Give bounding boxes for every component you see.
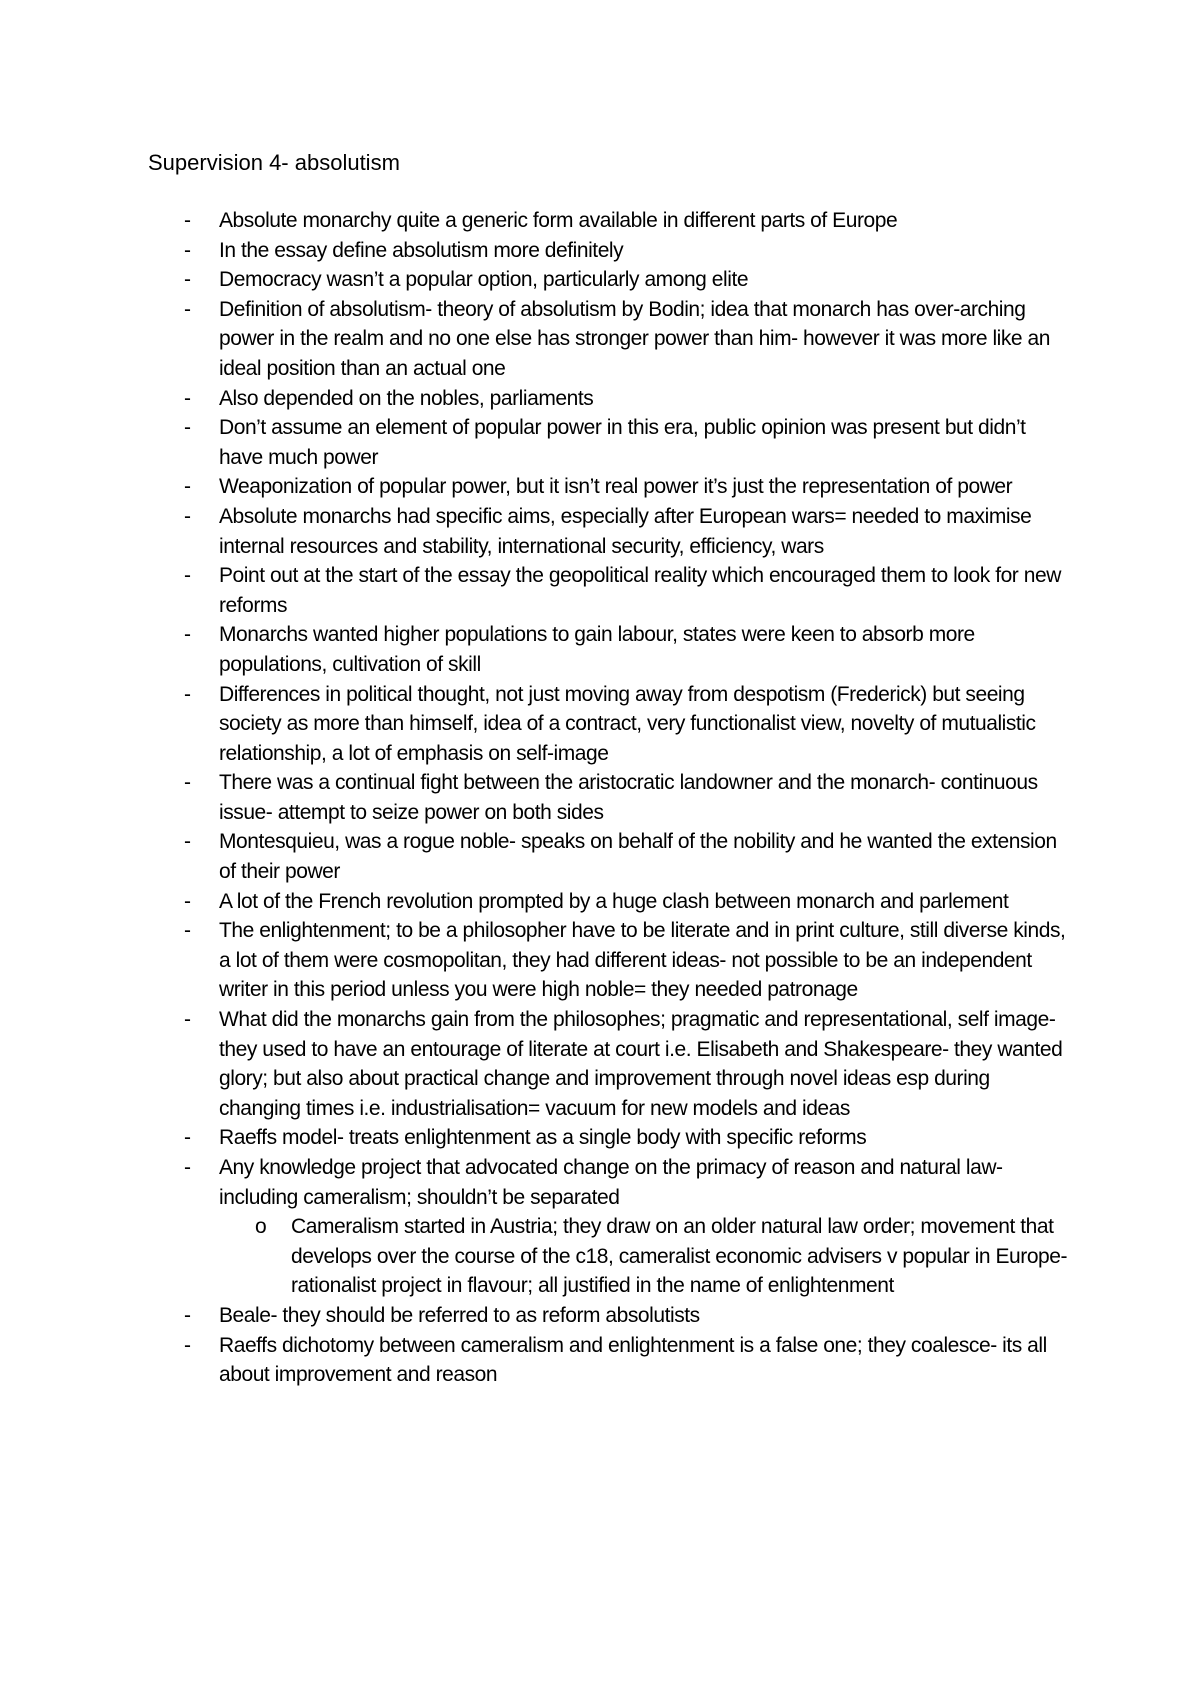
bullet-dash: - bbox=[184, 209, 191, 232]
bullet-dash: - bbox=[184, 919, 191, 943]
list-item-text: What did the monarchs gain from the philosophes; pragmatic and representational, self image- they used to have an entourage of literate at court i.e. Elisabeth and Shakespeare- they wanted glory; but also about practical change and improvement through novel ideas esp during changing times i.e. industrialisation= vacuum for new models and ideas bbox=[219, 1008, 1063, 1120]
bullet-dash: - bbox=[184, 1333, 191, 1357]
list-item-text: Absolute monarchy quite a generic form available in different parts of Europe bbox=[219, 209, 898, 232]
list-item-text: Raeffs dichotomy between cameralism and enlightenment is a false one; they coalesce- its all about improvement and reason bbox=[219, 1333, 1047, 1387]
list-item-text: A lot of the French revolution prompted by a huge clash between monarch and parlement bbox=[219, 889, 1009, 913]
list-item-text: Any knowledge project that advocated change on the primacy of reason and natural law- including cameralism; shouldn’t be separated bbox=[219, 1156, 1003, 1209]
document-title: Supervision 4- absolutism bbox=[148, 150, 400, 175]
bullet-dash: - bbox=[184, 1156, 191, 1179]
sub-list-item bbox=[219, 1212, 1068, 1301]
list-item-text: Raeffs model- treats enlightenment as a single body with specific reforms bbox=[219, 1126, 867, 1150]
bullet-dash: - bbox=[184, 1126, 191, 1150]
list-item bbox=[148, 887, 1068, 917]
list-item bbox=[148, 768, 1068, 827]
list-item-text: There was a continual fight between the aristocratic landowner and the monarch- continuous issue- attempt to seize power on both sides bbox=[219, 771, 1038, 824]
list-item bbox=[148, 827, 1068, 886]
list-item-text: Absolute monarchs had specific aims, especially after European wars= needed to maximise internal resources and stability, international security, efficiency, wars bbox=[219, 504, 1032, 558]
list-item bbox=[148, 620, 1068, 679]
bullet-dash: - bbox=[184, 386, 191, 410]
bullet-dash: - bbox=[184, 682, 191, 706]
list-item bbox=[148, 680, 1068, 769]
list-item bbox=[148, 1005, 1068, 1123]
notes-list bbox=[148, 206, 1068, 1390]
list-item bbox=[148, 502, 1068, 561]
bullet-dash: - bbox=[184, 889, 191, 913]
list-item-text: Definition of absolutism- theory of absolutism by Bodin; idea that monarch has over-arching power in the realm and no one else has stronger power than him- however it was more like an ideal position than an actual one bbox=[219, 297, 1051, 380]
bullet-dash: - bbox=[184, 475, 191, 499]
list-item bbox=[148, 1153, 1068, 1301]
bullet-dash: - bbox=[184, 771, 191, 795]
list-item bbox=[148, 1331, 1068, 1390]
list-item bbox=[148, 265, 1068, 295]
bullet-dash: - bbox=[184, 504, 191, 528]
bullet-dash: - bbox=[184, 564, 191, 588]
bullet-dash: - bbox=[184, 268, 191, 292]
list-item-text: Also depended on the nobles, parliaments bbox=[219, 386, 594, 410]
list-item-text: The enlightenment; to be a philosopher have to be literate and in print culture, still diverse kinds, a lot of them were cosmopolitan, they had different ideas- not possible to be an independent writer in this period unless you were high noble= they needed patronage bbox=[219, 919, 1066, 1002]
list-item bbox=[148, 561, 1068, 620]
list-item bbox=[148, 413, 1068, 472]
list-item-text: Differences in political thought, not just moving away from despotism (Frederick) but seeing society as more than himself, idea of a contract, very functionalist view, novelty of mutualistic relationship, a lot of emphasis on self-image bbox=[219, 682, 1036, 765]
bullet-dash: - bbox=[184, 1008, 191, 1032]
list-item bbox=[148, 1123, 1068, 1153]
list-item-text: Beale- they should be referred to as reform absolutists bbox=[219, 1303, 700, 1327]
list-item-text: In the essay define absolutism more definitely bbox=[219, 238, 624, 262]
list-item-text: Monarchs wanted higher populations to gain labour, states were keen to absorb more populations, cultivation of skill bbox=[219, 623, 975, 676]
bullet-dash: - bbox=[184, 238, 191, 262]
sub-list-item-text: Cameralism started in Austria; they draw on an older natural law order; movement that develops over the course of the c18, cameralist economic advisers v popular in Europe- rationalist project in flavour; all justified in the name of enlightenment bbox=[291, 1215, 1068, 1298]
list-item-text: Democracy wasn’t a popular option, particularly among elite bbox=[219, 268, 749, 292]
bullet-dash: - bbox=[184, 1303, 191, 1327]
bullet-circle: o bbox=[255, 1215, 267, 1239]
list-item bbox=[148, 384, 1068, 414]
bullet-dash: - bbox=[184, 830, 191, 854]
list-item bbox=[148, 916, 1068, 1005]
list-item-text: Don’t assume an element of popular power in this era, public opinion was present but didn’t have much power bbox=[219, 416, 1026, 469]
bullet-dash: - bbox=[184, 623, 191, 647]
list-item bbox=[148, 295, 1068, 384]
list-item bbox=[148, 236, 1068, 266]
list-item bbox=[148, 206, 1068, 236]
list-item-text: Montesquieu, was a rogue noble- speaks on behalf of the nobility and he wanted the extension of their power bbox=[219, 830, 1057, 884]
list-item bbox=[148, 472, 1068, 502]
bullet-dash: - bbox=[184, 416, 191, 440]
bullet-dash: - bbox=[184, 297, 191, 321]
list-item bbox=[148, 1301, 1068, 1331]
list-item-text: Point out at the start of the essay the geopolitical reality which encouraged them to look for new reforms bbox=[219, 564, 1061, 617]
sub-notes-list bbox=[219, 1212, 1068, 1301]
list-item-text: Weaponization of popular power, but it isn’t real power it’s just the representation of power bbox=[219, 475, 1013, 499]
